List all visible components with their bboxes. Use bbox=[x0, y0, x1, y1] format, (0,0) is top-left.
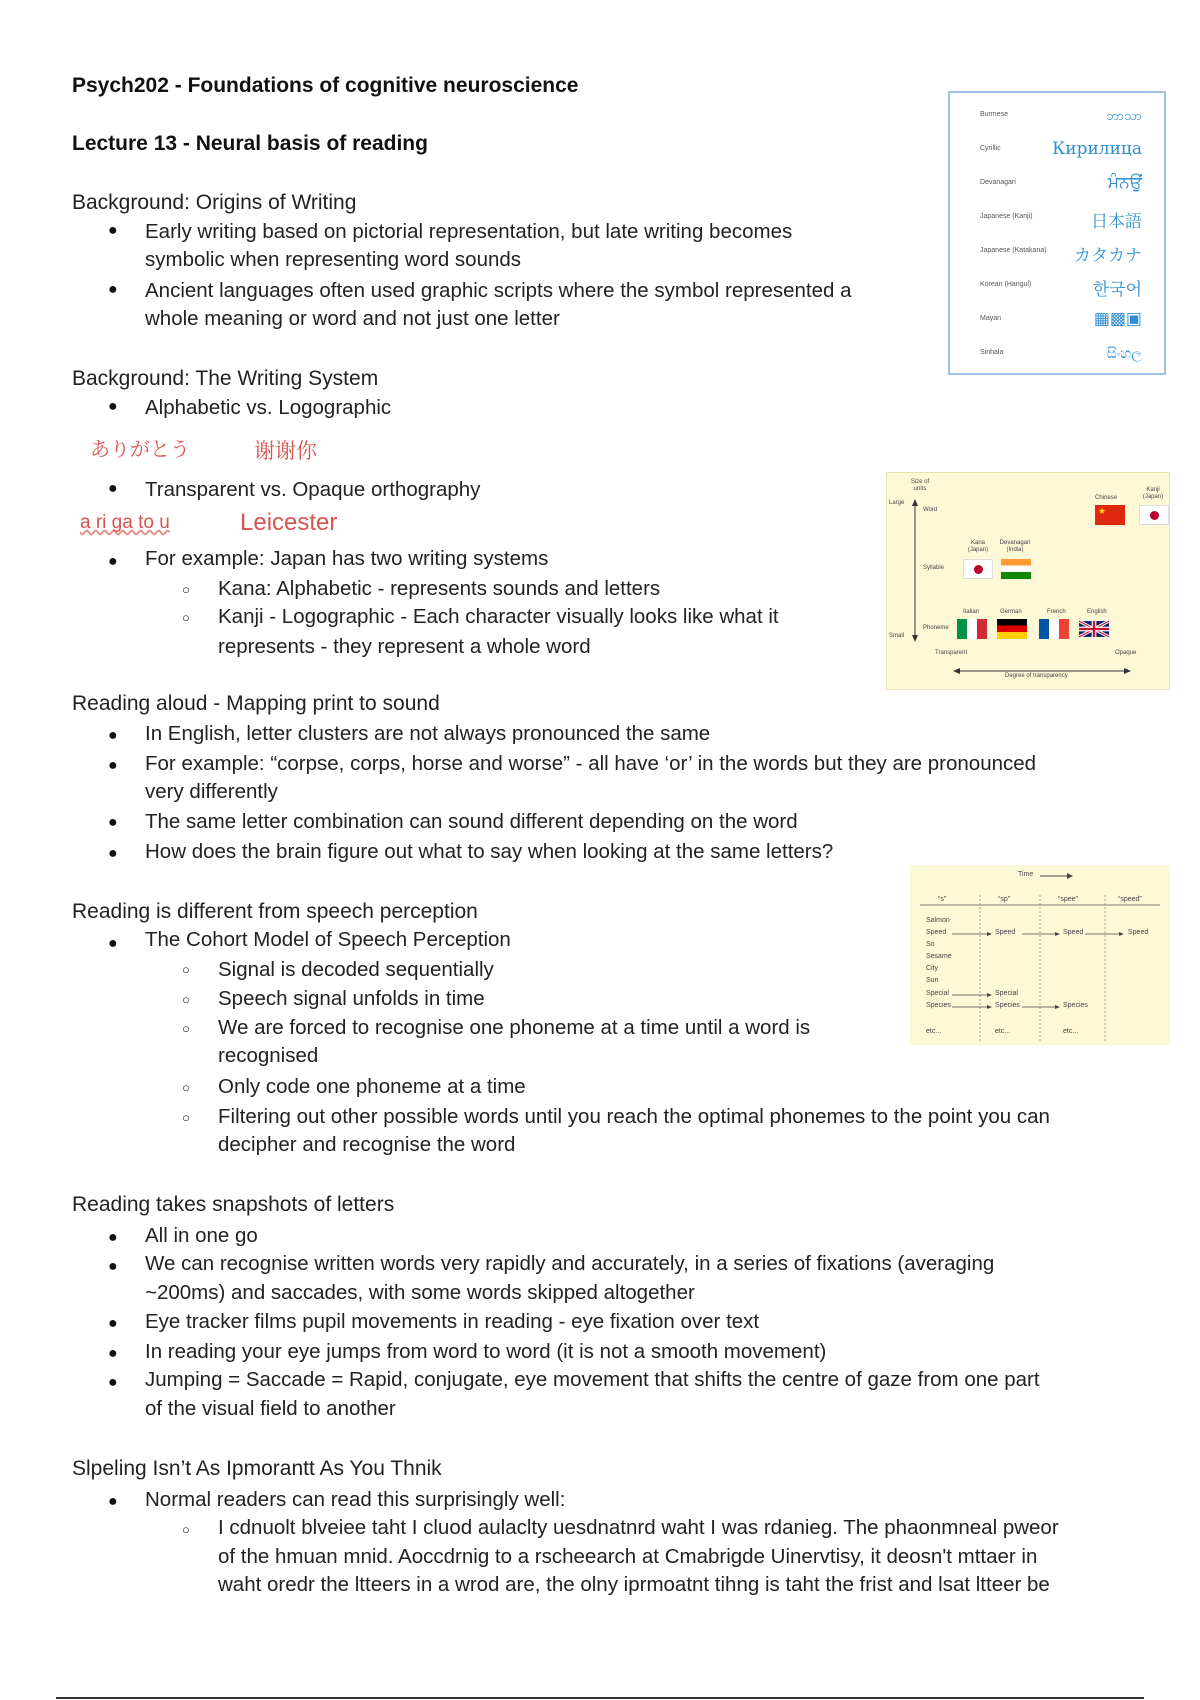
sub-bullet-marker: ○ bbox=[182, 1021, 190, 1036]
label-kanji: Kanji (Japan) bbox=[1142, 487, 1164, 500]
sub-bullet-text: represents - they represent a whole word bbox=[218, 635, 591, 658]
cohort-word: Sesame bbox=[926, 953, 952, 960]
page-bottom-rule bbox=[56, 1697, 1144, 1699]
bullet-text: For example: “corpse, corps, horse and worse” - all have ‘or’ in the words but they are pronounced bbox=[145, 752, 1037, 775]
france-flag-icon bbox=[1039, 619, 1069, 639]
bullet-marker: ● bbox=[108, 1374, 118, 1391]
lecture-title: Lecture 13 - Neural basis of reading bbox=[72, 132, 428, 155]
bullet-marker: ● bbox=[108, 1258, 118, 1275]
bullet-marker: ● bbox=[108, 935, 118, 952]
bullet-marker: ● bbox=[108, 553, 118, 570]
section-heading-reading-aloud: Reading aloud - Mapping print to sound bbox=[72, 692, 440, 715]
china-flag-icon: ★ bbox=[1095, 505, 1125, 525]
uk-flag-icon bbox=[1079, 619, 1109, 639]
sub-bullet-marker: ○ bbox=[182, 1522, 190, 1537]
cohort-word: Salmon bbox=[926, 917, 950, 924]
bullet-text: ~200ms) and saccades, with some words skipped altogether bbox=[145, 1281, 695, 1304]
bullet-text: Transparent vs. Opaque orthography bbox=[145, 478, 481, 501]
cohort-word: etc... bbox=[926, 1028, 942, 1035]
cohort-col-header: “speed” bbox=[1118, 896, 1142, 903]
sub-bullet-text: Only code one phoneme at a time bbox=[218, 1075, 526, 1098]
italy-flag-icon bbox=[957, 619, 987, 639]
cohort-col-header: “sp” bbox=[998, 896, 1011, 903]
orthography-chart bbox=[886, 472, 1170, 690]
bullet-marker: ● bbox=[108, 1493, 118, 1510]
bullet-marker: ● bbox=[108, 1229, 118, 1246]
bullet-text: How does the brain figure out what to say when looking at the same letters? bbox=[145, 840, 834, 863]
bullet-marker: ● bbox=[108, 1315, 118, 1332]
sub-bullet-marker: ○ bbox=[182, 610, 190, 625]
hiragana-example: ありがとう bbox=[90, 437, 190, 461]
sub-bullet-text: I cdnuolt blveiee taht I cluod aulaclty uesdnatnrd waht I was rdanieg. The phaonmneal pweor bbox=[218, 1516, 1059, 1539]
cohort-word: Species bbox=[926, 1002, 951, 1009]
x-axis-title: Degree of transparency bbox=[1005, 673, 1068, 679]
bullet-marker: ● bbox=[108, 398, 118, 415]
romaji-example: a ri ga to u bbox=[80, 512, 170, 533]
bullet-text: In reading your eye jumps from word to word (it is not a smooth movement) bbox=[145, 1340, 827, 1363]
sub-bullet-text: Signal is decoded sequentially bbox=[218, 958, 494, 981]
bullet-text: We can recognise written words very rapidly and accurately, in a series of fixations (averaging bbox=[145, 1252, 995, 1275]
cohort-word: Speed bbox=[1063, 929, 1084, 936]
bullet-marker: ● bbox=[108, 281, 118, 298]
script-name: Cyrillic bbox=[980, 145, 1001, 152]
bullet-text: whole meaning or word and not just one letter bbox=[145, 307, 560, 330]
sub-bullet-text: Speech signal unfolds in time bbox=[218, 987, 485, 1010]
sub-bullet-text: of the hmuan mnid. Aoccdrnig to a rscheearch at Cmabrigde Uinervtisy, it deosn't mttaer in bbox=[218, 1545, 1038, 1568]
japan-flag-icon bbox=[963, 559, 993, 579]
bullet-marker: ● bbox=[108, 480, 118, 497]
bullet-marker: ● bbox=[108, 845, 118, 862]
bullet-text: Early writing based on pictorial representation, but late writing becomes bbox=[145, 220, 793, 243]
section-heading-snapshots: Reading takes snapshots of letters bbox=[72, 1193, 395, 1216]
script-sample: ਮੰਨਉਂ bbox=[1107, 173, 1142, 193]
cohort-word: etc... bbox=[1063, 1028, 1079, 1035]
cohort-word: etc... bbox=[995, 1028, 1011, 1035]
sub-bullet-text: decipher and recognise the word bbox=[218, 1133, 516, 1156]
cohort-word: Speed bbox=[1128, 929, 1149, 936]
sub-bullet-marker: ○ bbox=[182, 962, 190, 977]
x-right-label: Opaque bbox=[1115, 650, 1137, 656]
script-row bbox=[950, 167, 1164, 201]
bullet-text: Ancient languages often used graphic scripts where the symbol represented a bbox=[145, 279, 852, 302]
script-row bbox=[950, 133, 1164, 167]
germany-flag-icon bbox=[997, 619, 1027, 639]
script-row bbox=[950, 337, 1164, 371]
sub-bullet-text: We are forced to recognise one phoneme at a time until a word is bbox=[218, 1016, 811, 1039]
y-large-label: Large bbox=[889, 500, 905, 506]
bullet-marker: ● bbox=[108, 814, 118, 831]
script-row bbox=[950, 303, 1164, 337]
bullet-text: The same letter combination can sound different depending on the word bbox=[145, 810, 798, 833]
row-syllable-label: Syllable bbox=[923, 565, 945, 571]
bullet-text: Alphabetic vs. Logographic bbox=[145, 396, 392, 419]
cohort-word: So bbox=[926, 941, 935, 948]
bullet-text: of the visual field to another bbox=[145, 1397, 396, 1420]
label-italian: Italian bbox=[963, 609, 980, 615]
japan-flag-icon bbox=[1139, 505, 1169, 525]
cohort-word: Special bbox=[995, 990, 1018, 997]
bullet-marker: ● bbox=[108, 757, 118, 774]
label-english: English bbox=[1087, 609, 1107, 615]
bullet-text: In English, letter clusters are not always pronounced the same bbox=[145, 722, 711, 745]
script-name: Japanese (Kanji) bbox=[980, 213, 1033, 220]
axes-arrows bbox=[887, 473, 1171, 691]
script-name: Japanese (Katakana) bbox=[980, 247, 1047, 254]
sub-bullet-marker: ○ bbox=[182, 582, 190, 597]
script-sample: 한국어 bbox=[1092, 280, 1142, 300]
bullet-marker: ● bbox=[108, 1345, 118, 1362]
sub-bullet-marker: ○ bbox=[182, 992, 190, 1007]
script-name: Burmese bbox=[980, 111, 1009, 118]
script-sample: Кирилица bbox=[1052, 139, 1142, 159]
script-name: Sinhala bbox=[980, 349, 1004, 356]
section-heading-writing-system: Background: The Writing System bbox=[72, 367, 379, 390]
sub-bullet-text: Kanji - Logographic - Each character visually looks like what it bbox=[218, 605, 779, 628]
label-kana: Kana (Japan) bbox=[967, 540, 989, 553]
bullet-text: symbolic when representing word sounds bbox=[145, 248, 522, 271]
label-chinese: Chinese bbox=[1095, 495, 1118, 501]
label-german: German bbox=[1000, 609, 1022, 615]
sub-bullet-text: Kana: Alphabetic - represents sounds and letters bbox=[218, 577, 661, 600]
row-phoneme-label: Phoneme bbox=[923, 625, 949, 631]
script-row bbox=[950, 99, 1164, 133]
script-row bbox=[950, 235, 1164, 269]
bullet-text: Eye tracker films pupil movements in reading - eye fixation over text bbox=[145, 1310, 760, 1333]
cohort-word: Speed bbox=[926, 929, 947, 936]
bullet-text: very differently bbox=[145, 780, 278, 803]
course-title: Psych202 - Foundations of cognitive neuroscience bbox=[72, 74, 579, 97]
sub-bullet-marker: ○ bbox=[182, 1110, 190, 1125]
script-name: Korean (Hangul) bbox=[980, 281, 1032, 288]
cohort-word: Sun bbox=[926, 977, 939, 984]
bullet-text: All in one go bbox=[145, 1224, 258, 1247]
writing-scripts-figure bbox=[948, 91, 1166, 375]
script-sample: ▦▩▣ bbox=[1093, 309, 1142, 329]
bullet-text: For example: Japan has two writing systems bbox=[145, 547, 549, 570]
india-flag-icon bbox=[1001, 559, 1031, 579]
script-row bbox=[950, 201, 1164, 235]
x-left-label: Transparent bbox=[935, 650, 968, 656]
cohort-model-figure bbox=[910, 865, 1170, 1045]
script-sample: カタカナ bbox=[1074, 246, 1142, 266]
cohort-word: Special bbox=[926, 990, 949, 997]
cohort-word: Speed bbox=[995, 929, 1016, 936]
time-label: Time bbox=[1018, 871, 1034, 878]
script-name: Devanagari bbox=[980, 179, 1016, 186]
cohort-word: Species bbox=[995, 1002, 1020, 1009]
bullet-text: Normal readers can read this surprisingly well: bbox=[145, 1488, 566, 1511]
label-french: French bbox=[1047, 609, 1066, 615]
section-heading-origins: Background: Origins of Writing bbox=[72, 191, 357, 214]
bullet-marker: ● bbox=[108, 727, 118, 744]
script-name: Mayan bbox=[980, 315, 1002, 322]
script-sample: සිංහල bbox=[1106, 346, 1142, 362]
script-sample: 日本語 bbox=[1091, 212, 1142, 232]
y-small-label: Small bbox=[889, 633, 905, 639]
cohort-word: City bbox=[926, 965, 939, 972]
section-heading-spelling: Slpeling Isn’t As Ipmorantt As You Thnik bbox=[72, 1457, 442, 1480]
y-axis-title: Size of units bbox=[910, 479, 930, 492]
section-heading-speech-perception: Reading is different from speech perception bbox=[72, 900, 478, 923]
cohort-col-header: “spee” bbox=[1058, 896, 1078, 903]
leicester-example: Leicester bbox=[240, 509, 338, 536]
script-sample: ဘာသာ bbox=[1106, 109, 1142, 124]
bullet-text: The Cohort Model of Speech Perception bbox=[145, 928, 511, 951]
sub-bullet-marker: ○ bbox=[182, 1080, 190, 1095]
script-row bbox=[950, 269, 1164, 303]
label-devanagari: Devanagari (India) bbox=[999, 540, 1031, 553]
bullet-marker: ● bbox=[108, 222, 118, 239]
bullet-text: Jumping = Saccade = Rapid, conjugate, eye movement that shifts the centre of gaze from one part bbox=[145, 1368, 1040, 1391]
cohort-col-header: “s” bbox=[938, 896, 947, 903]
sub-bullet-text: recognised bbox=[218, 1044, 319, 1067]
sub-bullet-text: Filtering out other possible words until you reach the optimal phonemes to the point you can bbox=[218, 1105, 1050, 1128]
row-word-label: Word bbox=[923, 507, 938, 513]
chinese-example: 谢谢你 bbox=[254, 439, 317, 463]
cohort-word: Species bbox=[1063, 1002, 1088, 1009]
sub-bullet-text: waht oredr the ltteers in a wrod are, the olny iprmoatnt tihng is taht the frist and lsat ltteer be bbox=[218, 1573, 1050, 1596]
